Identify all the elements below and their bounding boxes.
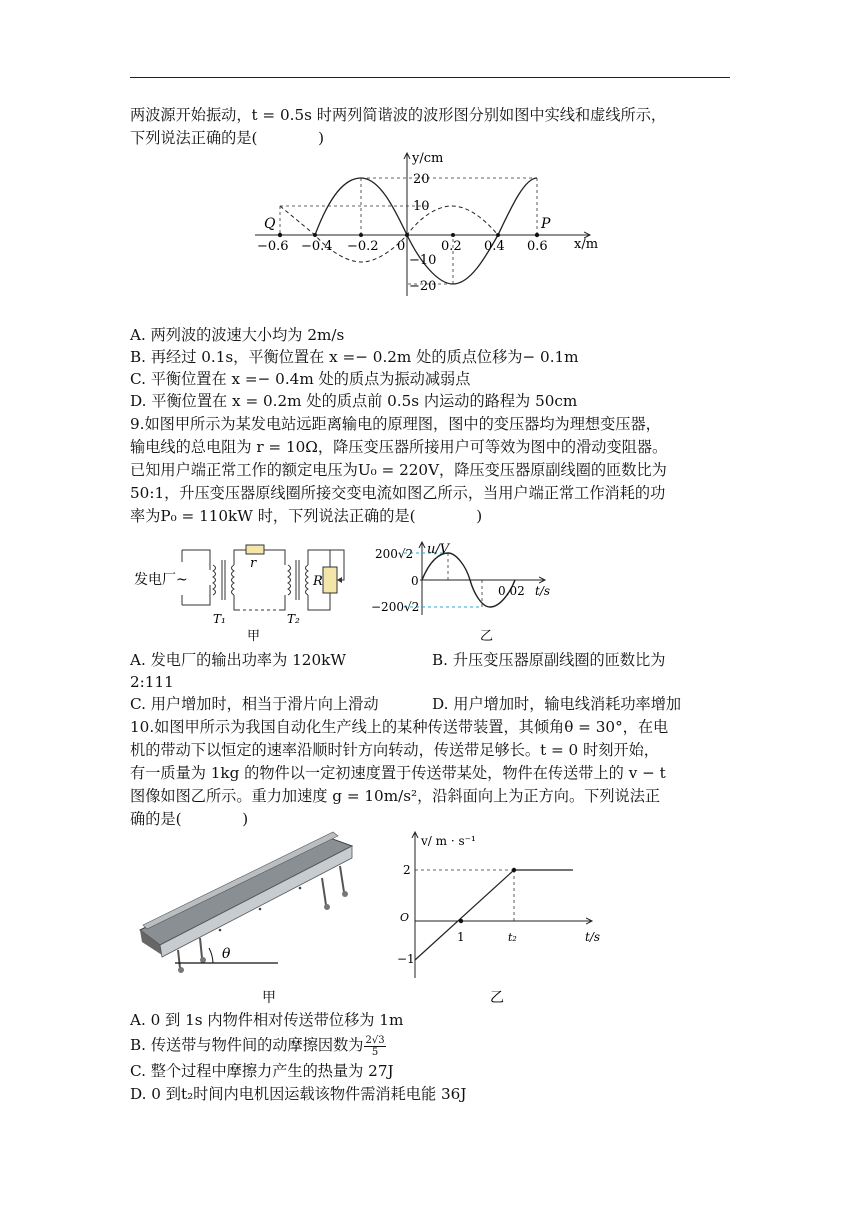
q8-x-tick: 0.4 (484, 239, 505, 254)
q9-voltage-graph (368, 538, 568, 648)
q10-option-c: C. 整个过程中摩擦力产生的热量为 27J (130, 1062, 394, 1080)
q9-stem-line: 输电线的总电阻为 r = 10Ω，降压变压器所接用户可等效为图中的滑动变阻器。 (130, 438, 668, 456)
q9-y-top: 200√2 (375, 547, 414, 561)
q9-option-b: B. 升压变压器原副线圈的匝数比为 (432, 651, 666, 669)
q9-option-d: D. 用户增加时，输电线消耗功率增加 (432, 695, 682, 713)
q8-option-d: D. 平衡位置在 x = 0.2m 处的质点前 0.5s 内运动的路程为 50cm (130, 392, 578, 410)
q8-x-tick: −0.4 (301, 239, 333, 254)
q10-option-b (130, 1034, 386, 1058)
q9-stem-line: 率为P₀ = 110kW 时，下列说法正确的是( ) (130, 507, 483, 525)
q8-x-tick: 0.6 (527, 239, 548, 254)
header-rule (130, 77, 730, 78)
q10-y-minus-one: −1 (397, 952, 415, 966)
q10-origin: O (400, 911, 410, 924)
q9-y-bottom: −200√2 (371, 600, 420, 614)
q9-y-axis-label: u/V (427, 542, 450, 557)
q8-option-a: A. 两列波的波速大小均为 2m/s (130, 326, 345, 344)
q9-t1-label: T₁ (213, 612, 226, 626)
q10-stem-line: 机的带动下以恒定的速率沿顺时针方向转动，传送带足够长。t = 0 时刻开始， (130, 741, 659, 759)
q9-option-a: A. 发电厂的输出功率为 120kW (130, 651, 346, 669)
q10-option-b-prefix: B. 传送带与物件间的动摩擦因数为 (130, 1036, 364, 1054)
q9-stem-line: 已知用户端正常工作的额定电压为U₀ = 220V，降压变压器原副线圈的匝数比为 (130, 461, 667, 479)
q9-resistor-R: R (313, 574, 323, 589)
q10-stem-line: 确的是( ) (130, 810, 249, 828)
q9-t2-label: T₂ (287, 612, 300, 626)
q9-resistor-r: r (250, 556, 257, 571)
q10-y-two: 2 (403, 863, 411, 877)
q10-fraction-den: 5 (371, 1046, 379, 1058)
q10-option-b-fraction (364, 1035, 385, 1058)
q9-graph-caption: 乙 (480, 629, 494, 644)
q8-x-tick: 0 (397, 239, 406, 254)
q10-vt-graph (380, 824, 610, 1010)
q10-x-axis-label: t/s (585, 930, 601, 944)
q8-y-tick: −10 (409, 253, 437, 268)
q8-y-tick: 10 (413, 199, 430, 214)
q9-stem-line: 50:1，升压变压器原线圈所接交变电流如图乙所示，当用户端正常工作消耗的功 (130, 484, 666, 502)
q8-point-q: Q (264, 216, 276, 232)
q10-caption-left: 甲 (262, 990, 276, 1006)
q9-option-c: C. 用户增加时，相当于滑片向上滑动 (130, 695, 379, 713)
q9-t-tick: 0.02 (498, 584, 525, 598)
q10-y-axis-label: v/ m · s⁻¹ (421, 834, 476, 848)
q9-stem-line: 9.如图甲所示为某发电站远距离输电的原理图，图中的变压器均为理想变压器， (130, 415, 661, 433)
q10-caption-right: 乙 (490, 990, 504, 1006)
q10-stem-line: 有一质量为 1kg 的物件以一定初速度置于传送带某处，物件在传送带上的 v − t (130, 764, 666, 782)
q8-x-tick: −0.2 (347, 239, 379, 254)
q10-option-d: D. 0 到t₂时间内电机因运载该物件需消耗电能 36J (130, 1085, 467, 1103)
q8-point-p: P (541, 216, 551, 232)
q9-source-label: 发电厂~ (134, 572, 188, 588)
q8-option-c: C. 平衡位置在 x =− 0.4m 处的质点为振动减弱点 (130, 370, 471, 388)
q8-y-tick: 20 (413, 172, 430, 187)
q8-y-tick: −20 (409, 279, 437, 294)
q8-option-b: B. 再经过 0.1s，平衡位置在 x =− 0.2m 处的质点位移为− 0.1m (130, 348, 579, 366)
solid-wave (315, 178, 537, 284)
vt-line (415, 870, 514, 960)
q10-option-a: A. 0 到 1s 内物件相对传送带位移为 1m (130, 1011, 404, 1029)
q10-fraction-num: 2√3 (365, 1034, 385, 1046)
q9-circuit-diagram (130, 538, 366, 648)
q10-theta-label: θ (222, 946, 231, 962)
q9-x-axis-label: t/s (535, 584, 551, 598)
q9-circuit-caption: 甲 (247, 629, 261, 644)
q10-stem-line: 图像如图乙所示。重力加速度 g = 10m/s²，沿斜面向上为正方向。下列说法正 (130, 787, 661, 805)
q8-y-axis-label: y/cm (412, 151, 444, 166)
q10-conveyor-figure (130, 830, 380, 1010)
q8-stem-line1: 两波源开始振动，t = 0.5s 时两列简谐波的波形图分别如图中实线和虚线所示， (130, 106, 667, 124)
q10-x-t2: t₂ (508, 931, 517, 944)
q9-option-b-cont: 2:111 (130, 673, 174, 691)
q8-x-tick: −0.6 (257, 239, 289, 254)
q9-y-zero: 0 (411, 574, 419, 588)
q8-x-axis-label: x/m (574, 237, 599, 252)
q10-x-one: 1 (457, 930, 465, 944)
q8-stem-line2: 下列说法正确的是( ) (130, 129, 325, 147)
q8-wave-graph (250, 148, 610, 300)
q8-x-tick: 0.2 (441, 239, 462, 254)
q10-stem-line: 10.如图甲所示为我国自动化生产线上的某种传送带装置，其倾角θ = 30°，在电 (130, 718, 669, 736)
